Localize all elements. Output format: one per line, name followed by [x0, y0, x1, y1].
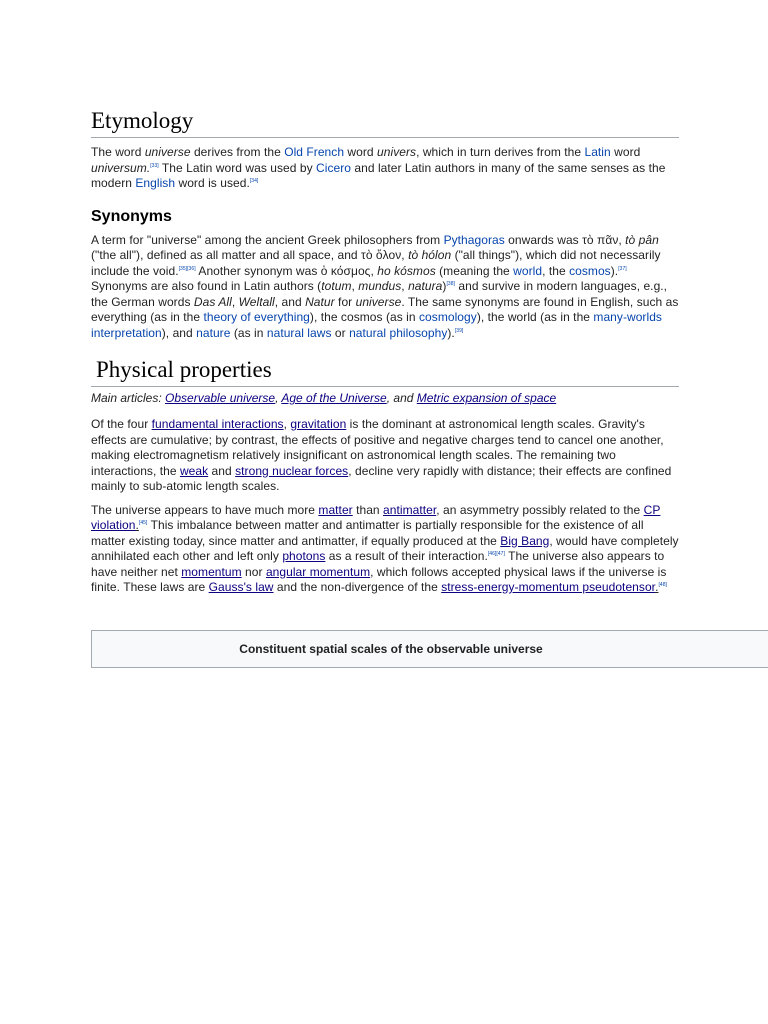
- text-run: , would have completely annihilated each other and left only: [91, 533, 679, 563]
- text-run: ("all things"), which did not necessarily include the void.: [91, 248, 661, 278]
- article-link[interactable]: angular momentum: [265, 564, 371, 579]
- article-link[interactable]: Metric expansion of space: [416, 391, 557, 405]
- text-run: (as in: [230, 325, 267, 340]
- text-run: word: [610, 145, 641, 159]
- text-run: is the dominant at astronomical length scales. Gravity's effects are cumulative; by contrast, the effects of positive and negative charges tend to cancel one another, making electromagnetism relatively insignificant on astronomical length scales. The remaining two interactions, the: [91, 417, 664, 478]
- text-run: and survive in modern languages, e.g., the German words: [91, 279, 668, 309]
- article-link[interactable]: gravitation: [290, 417, 347, 431]
- text-run: word: [344, 145, 378, 159]
- text-run: or: [331, 325, 350, 340]
- text-run: universe: [144, 145, 191, 159]
- text-run: ).: [610, 263, 619, 278]
- article-link[interactable]: cosmology: [419, 310, 477, 324]
- text-run: univers: [377, 145, 417, 159]
- article-link[interactable]: many-worlds interpretation: [91, 310, 662, 340]
- article-link[interactable]: matter: [318, 502, 353, 517]
- article-link[interactable]: nature: [196, 325, 231, 340]
- text-run: Natur: [305, 294, 335, 309]
- article-link[interactable]: stress-energy-momentum pseudotensor: [441, 580, 656, 594]
- text-run: word is used.: [175, 176, 250, 190]
- text-run: universe: [355, 294, 402, 309]
- article-link[interactable]: Big Bang: [500, 533, 550, 548]
- citation-ref[interactable]: [33]: [150, 162, 159, 169]
- article-link[interactable]: Observable universe: [165, 391, 276, 405]
- article-body: [91, 106, 679, 596]
- text-run: . The same synonyms are found in English, such as everything (as in the: [91, 294, 679, 324]
- text-run: , which in turn derives from the: [416, 145, 585, 159]
- text-run: Main articles:: [91, 391, 166, 405]
- text-run: Of the four: [91, 417, 152, 431]
- text-run: A term for "universe" among the ancient Greek philosophers from: [91, 232, 444, 247]
- citation-ref[interactable]: [35][36]: [178, 265, 196, 272]
- text-run: ,: [351, 279, 359, 293]
- text-run: nor: [241, 564, 266, 579]
- article-link[interactable]: Cicero: [316, 160, 351, 175]
- article-link[interactable]: CP violation: [91, 502, 661, 532]
- citation-ref[interactable]: [34]: [249, 178, 259, 184]
- citation-ref[interactable]: [37]: [618, 265, 627, 272]
- citation-ref[interactable]: [46][47]: [487, 551, 505, 557]
- text-run: The Latin word was used by: [158, 160, 317, 175]
- physical-paragraph-2: [91, 503, 679, 596]
- text-run: as a result of their interaction.: [325, 549, 488, 563]
- text-run: ), the world (as in the: [476, 310, 594, 324]
- text-run: , and: [274, 294, 306, 309]
- text-run: Das All: [193, 294, 232, 309]
- text-run: ("the all"), defined as all matter and all space, and τὸ ὅλον,: [91, 248, 409, 262]
- text-run: totum: [321, 279, 352, 293]
- synonyms-paragraph: [91, 233, 679, 342]
- article-link[interactable]: weak: [179, 463, 209, 478]
- scales-table: [91, 630, 768, 668]
- text-run: ,: [231, 294, 239, 309]
- text-run: (meaning the: [435, 263, 514, 278]
- text-run: , and: [386, 391, 417, 405]
- article-link[interactable]: strong nuclear forces: [235, 463, 349, 478]
- text-run: , the: [542, 263, 570, 278]
- article-link[interactable]: momentum: [181, 564, 242, 579]
- text-run: , an asymmetry possibly related to the: [436, 502, 644, 517]
- etymology-paragraph: [91, 145, 679, 192]
- text-run: Synonyms are also found in Latin authors (: [91, 279, 322, 293]
- text-run: tò hólon: [408, 248, 452, 262]
- article-link[interactable]: world: [513, 263, 543, 278]
- article-link[interactable]: photons: [282, 549, 326, 563]
- text-run: ho kósmos: [377, 263, 436, 278]
- text-run: .: [146, 160, 151, 175]
- text-run: ,: [283, 417, 291, 431]
- text-run: , decline very rapidly with distance; their effects are confined mainly to sub-atomic length scales.: [91, 463, 672, 493]
- article-link[interactable]: Pythagoras: [443, 232, 505, 247]
- article-link[interactable]: natural philosophy: [349, 325, 448, 340]
- text-run: ), and: [161, 325, 197, 340]
- article-link[interactable]: Age of the Universe: [281, 391, 387, 405]
- table-caption: Constituent spatial scales of the observable universe: [239, 642, 543, 656]
- text-run: .: [655, 580, 659, 594]
- text-run: for: [334, 294, 356, 309]
- article-link[interactable]: fundamental interactions: [151, 417, 284, 431]
- text-run: and the non-divergence of the: [273, 580, 442, 594]
- text-run: and: [208, 463, 236, 478]
- text-run: Another synonym was ὁ κόσμος,: [195, 263, 378, 278]
- article-link[interactable]: Gauss's law: [208, 580, 274, 594]
- text-run: tò pân: [625, 232, 659, 247]
- article-link[interactable]: natural laws: [266, 325, 332, 340]
- text-run: The universe also appears to have neither net: [91, 549, 665, 579]
- citation-ref[interactable]: [45]: [138, 520, 148, 526]
- etymology-heading: Etymology: [91, 106, 679, 138]
- text-run: mundus: [358, 279, 402, 293]
- text-run: The universe appears to have much more: [91, 502, 319, 517]
- text-run: , which follows accepted physical laws if the universe is finite. These laws are: [91, 564, 667, 594]
- article-link[interactable]: English: [135, 176, 176, 190]
- text-run: than: [352, 502, 384, 517]
- article-link[interactable]: cosmos: [569, 263, 611, 278]
- article-link[interactable]: Old French: [284, 145, 345, 159]
- article-link[interactable]: Latin: [584, 145, 611, 159]
- article-link[interactable]: theory of everything: [203, 310, 310, 324]
- text-run: The word: [91, 145, 145, 159]
- text-run: ,: [275, 391, 282, 405]
- text-run: natura: [408, 279, 443, 293]
- citation-ref[interactable]: [48]: [658, 582, 667, 588]
- main-articles-hatnote: [91, 390, 679, 406]
- article-link[interactable]: antimatter: [383, 502, 437, 517]
- text-run: onwards was τὸ πᾶν,: [504, 232, 626, 247]
- text-run: ): [442, 279, 447, 293]
- text-run: ), the cosmos (as in: [309, 310, 419, 324]
- text-run: and later Latin authors in many of the same senses as the modern: [91, 160, 666, 190]
- citation-ref[interactable]: [39]: [454, 327, 464, 334]
- text-run: ,: [401, 279, 409, 293]
- text-run: ).: [447, 325, 455, 340]
- text-run: .: [135, 518, 139, 532]
- text-run: This imbalance between matter and antimatter is partially responsible for the existence of all matter existing today, since matter and antimatter, if equally produced at the: [91, 518, 644, 548]
- text-run: universum: [91, 160, 147, 175]
- physical-paragraph-1: [91, 417, 679, 495]
- synonyms-heading: Synonyms: [91, 207, 172, 225]
- physical-properties-heading: Physical properties: [91, 355, 679, 387]
- citation-ref[interactable]: [38]: [446, 281, 455, 287]
- text-run: Weltall: [238, 294, 275, 309]
- text-run: derives from the: [190, 145, 285, 159]
